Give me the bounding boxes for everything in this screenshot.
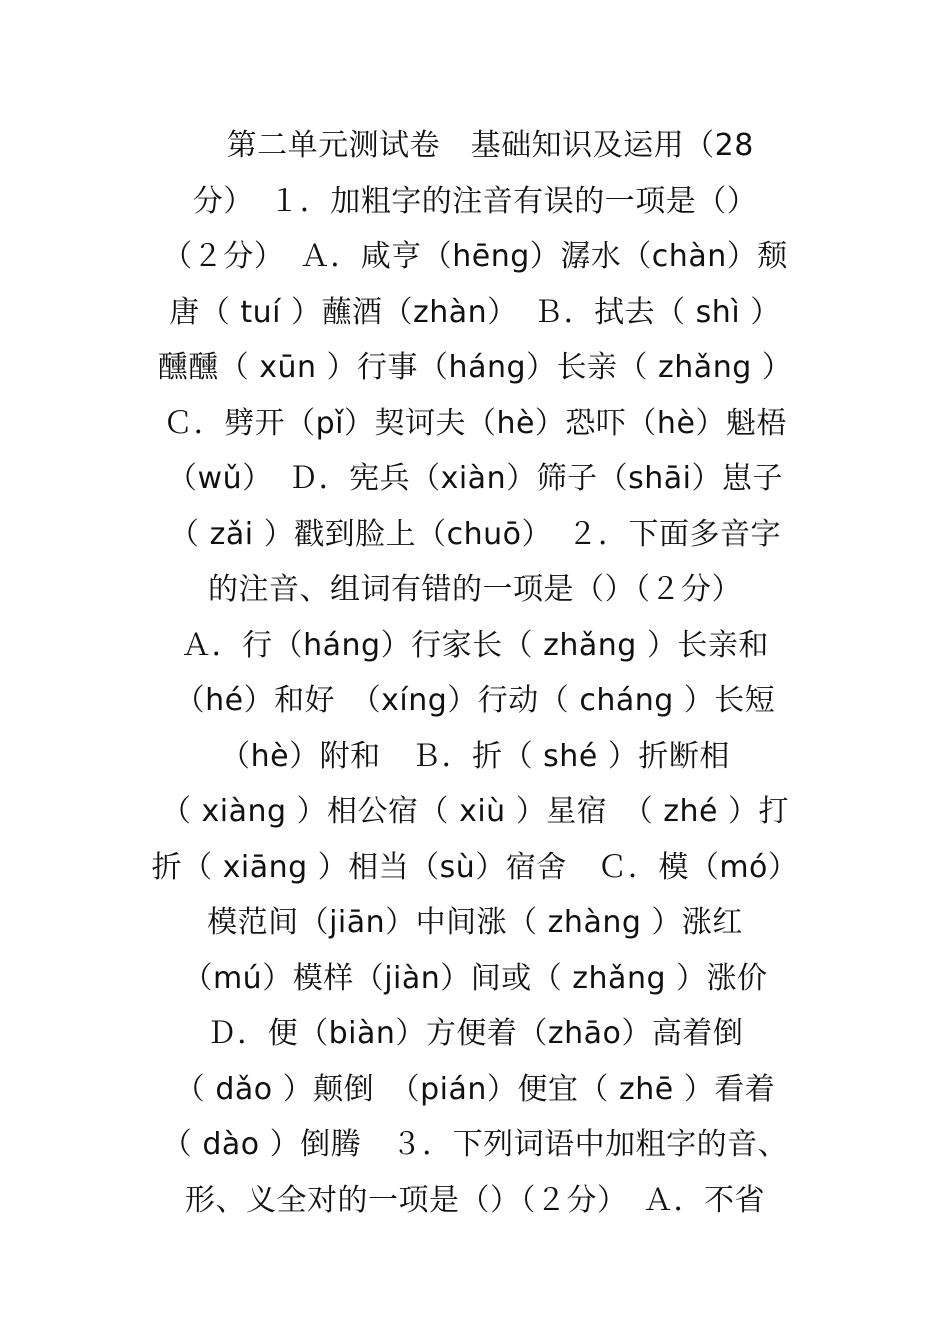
document-body [130, 118, 820, 1228]
text-line: 形、义全对的一项是（）（２分） Ａ．不省 [185, 1182, 765, 1218]
text-line-question-3: （ dào ）倒腾 ３．下列词语中加粗字的音、 [161, 1127, 789, 1162]
text-line-question-2: （ zǎi ）戳到脸上（chuō） ２．下面多音字 [169, 516, 781, 552]
text-line-question-1: 分） １．加粗字的注音有误的一项是（） [192, 183, 758, 219]
text-line: 折（ xiāng ）相当（sù）宿舍 Ｃ．模（mó） [151, 849, 799, 885]
text-line: 的注音、组词有错的一项是（）（２分） [208, 572, 742, 607]
text-line-title: 第二单元测试卷 基础知识及运用（28 [196, 128, 754, 163]
text-line: （ xiàng ）相公宿（ xiù ）星宿 （ zhé ）打 [160, 794, 790, 829]
text-line: （wǔ） Ｄ．宪兵（xiàn）筛子（shāi）崽子 [167, 461, 783, 496]
text-line: Ｃ．劈开（pǐ）契诃夫（hè）恐吓（hè）魁梧 [163, 405, 787, 441]
text-line: 模范间（jiān）中间涨（ zhàng ）涨红 [207, 905, 743, 940]
text-line: 唐（ tuí ）蘸酒（zhàn） Ｂ．拭去（ shì ） [169, 294, 781, 330]
text-line: （ dǎo ）颠倒 （pián）便宜（ zhē ）看着 [174, 1071, 776, 1107]
text-line: （mú）模样（jiàn）间或（ zhǎng ）涨价 [182, 960, 768, 996]
text-line: （２分） Ａ．咸亨（hēng）潺水（chàn）颓 [162, 239, 788, 274]
text-line: Ａ．行（háng）行家长（ zhǎng ）长亲和 [181, 627, 769, 663]
text-line: （hé）和好 （xíng）行动（ cháng ）长短 [174, 683, 776, 718]
text-line: Ｄ．便（biàn）方便着（zhāo）高着倒 [206, 1016, 744, 1051]
text-line: （hè）附和 Ｂ．折（ shé ）折断相 [220, 738, 730, 774]
text-line: 醺醺（ xūn ）行事（háng）长亲（ zhǎng ） [157, 350, 793, 385]
